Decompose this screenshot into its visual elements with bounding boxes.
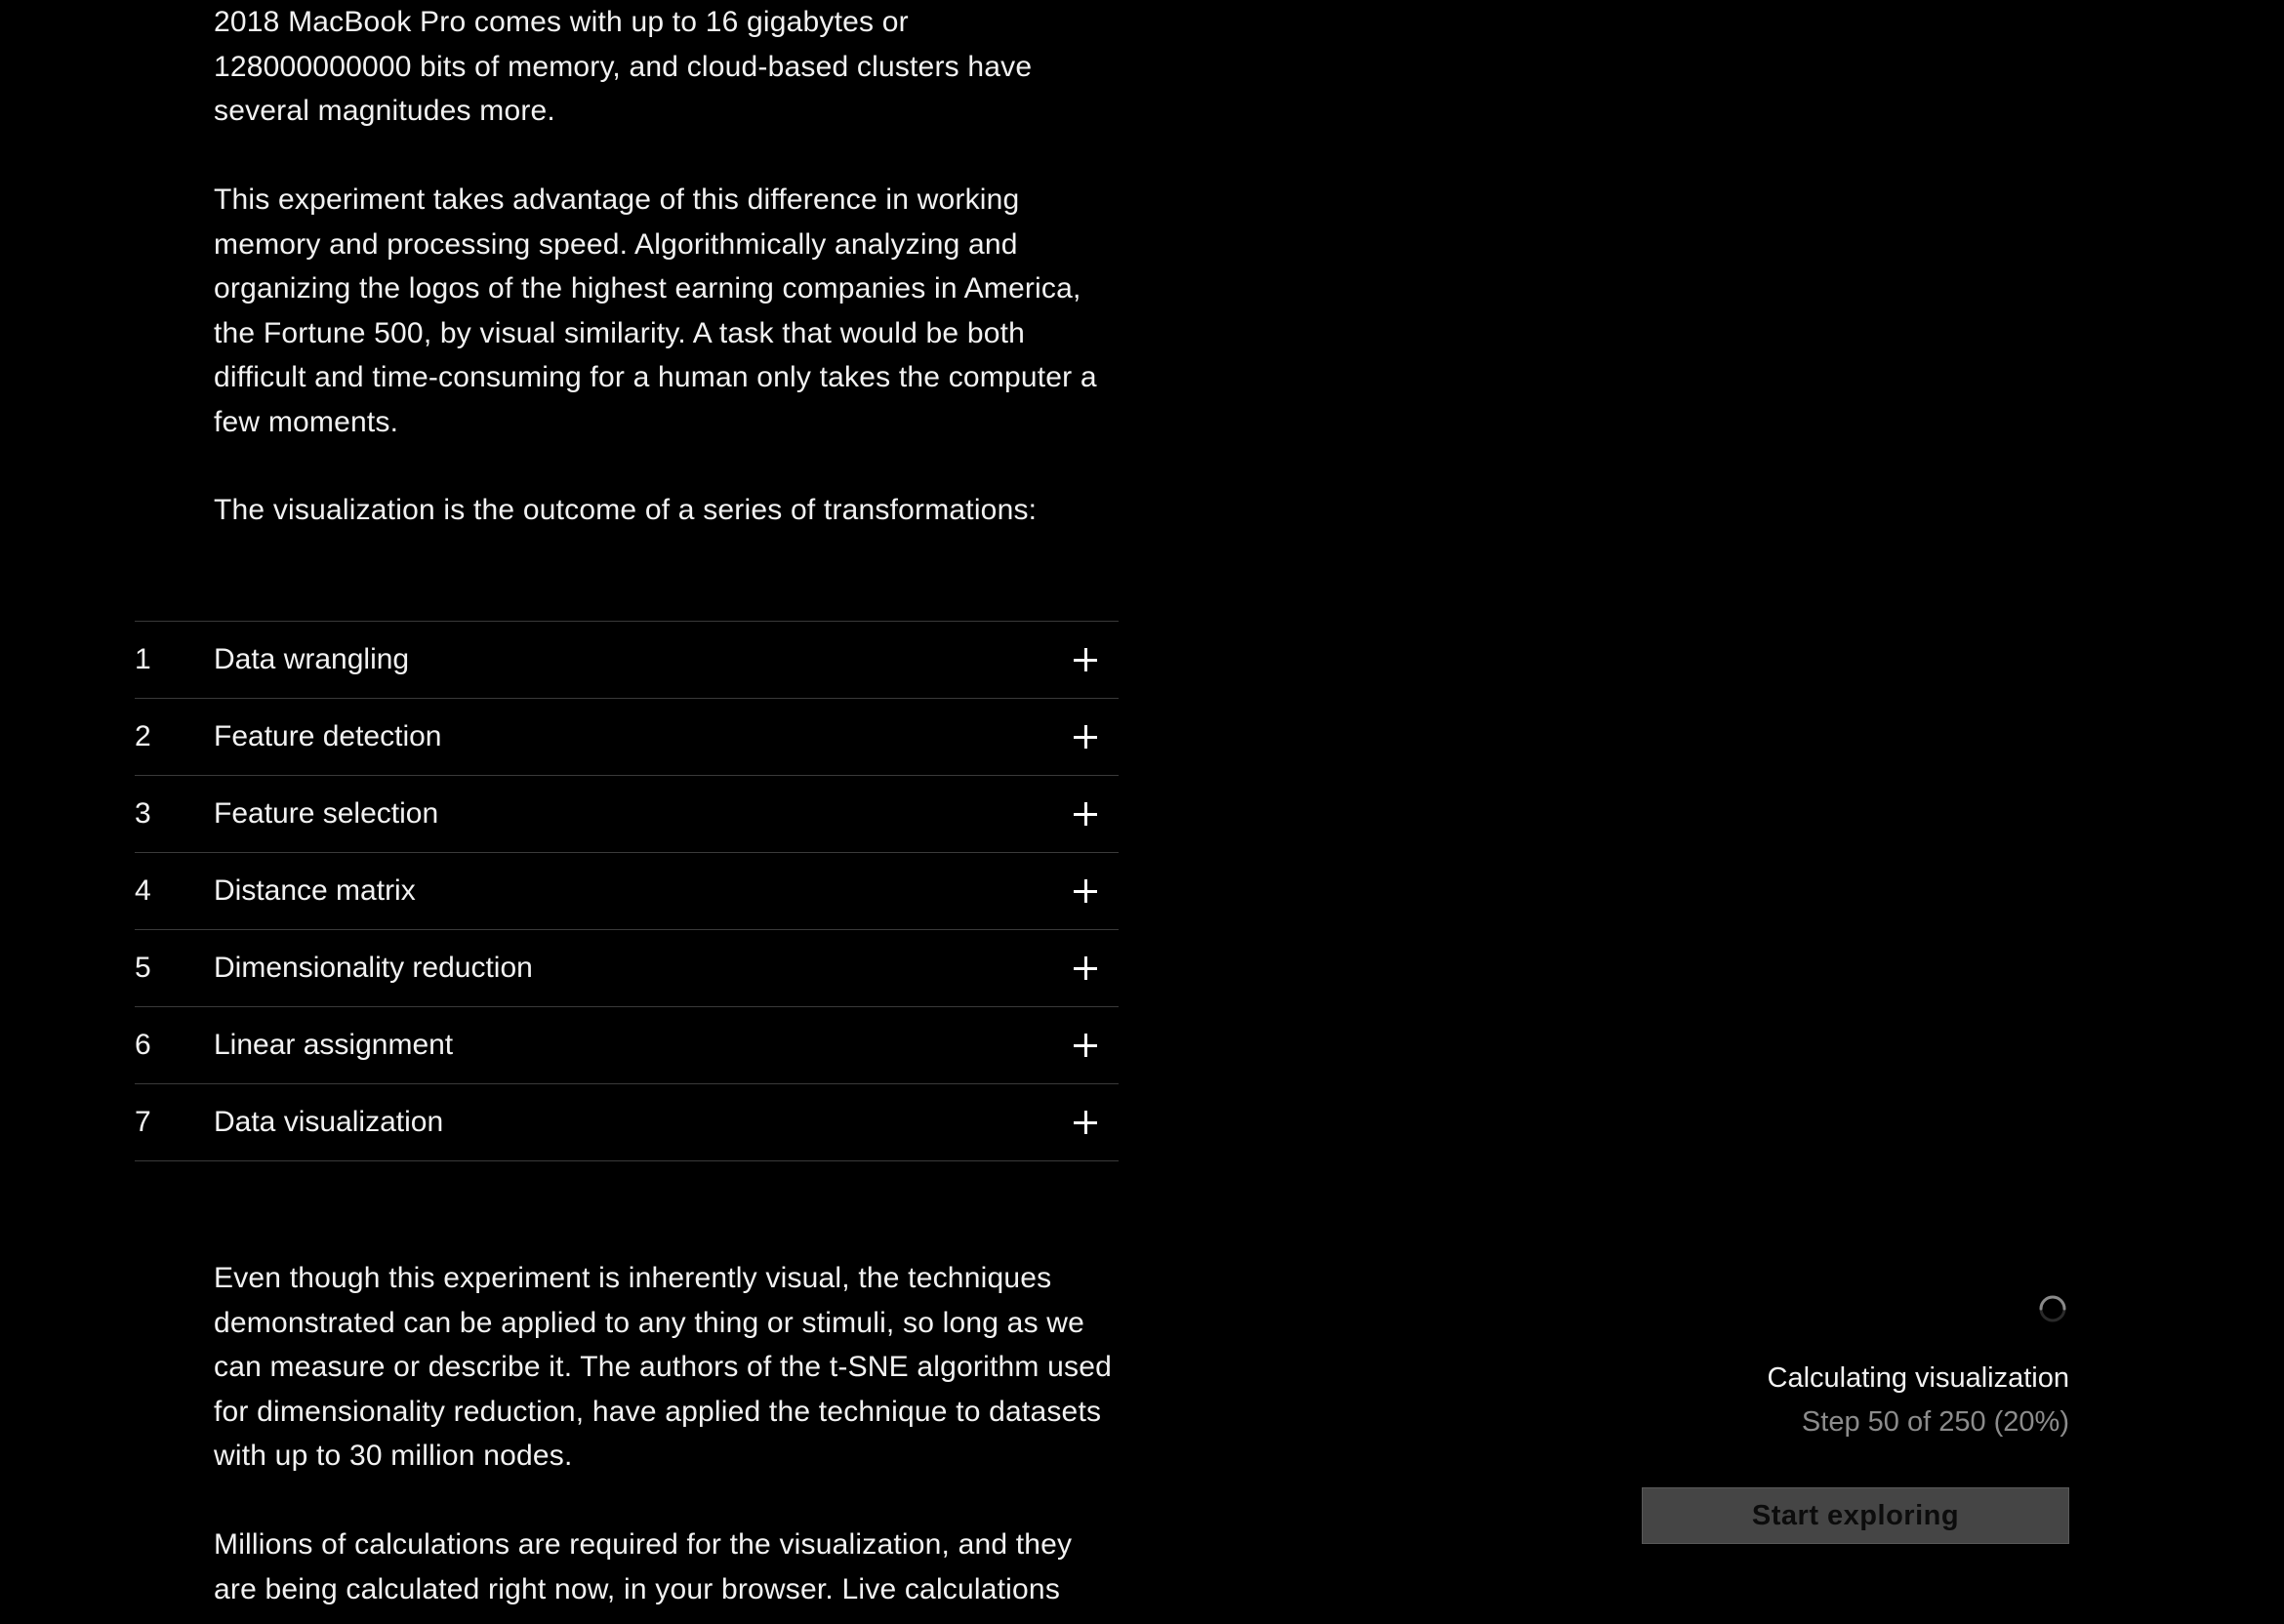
step-label: Feature selection — [214, 797, 439, 830]
paragraph-transformations-intro: The visualization is the outcome of a series of transformations: — [214, 494, 1038, 526]
step-linear-assignment[interactable] — [135, 1007, 1119, 1084]
step-label: Linear assignment — [214, 1029, 454, 1061]
plus-icon[interactable] — [1074, 1111, 1097, 1134]
step-feature-detection[interactable] — [135, 699, 1119, 776]
plus-icon[interactable] — [1074, 956, 1097, 980]
step-number: 4 — [135, 874, 151, 907]
transformation-steps-list — [135, 621, 1119, 1161]
step-label: Data wrangling — [214, 643, 410, 675]
step-distance-matrix[interactable] — [135, 853, 1119, 930]
paragraph-experiment: This experiment takes advantage of this difference in working memory and processing speed. Algorithmically analyzing and organizing the logos of the highest earning companies in America, the Fortune 500, by visual similarity. A task that would be both difficult and time-consuming for a human only takes the computer a few moments. — [214, 183, 1097, 438]
plus-icon[interactable] — [1074, 802, 1097, 826]
step-number: 5 — [135, 952, 151, 984]
step-data-wrangling[interactable] — [135, 622, 1119, 699]
spinner-icon — [2038, 1294, 2067, 1323]
start-exploring-button[interactable]: Start exploring — [1642, 1487, 2069, 1544]
step-feature-selection[interactable] — [135, 776, 1119, 853]
step-number: 2 — [135, 720, 151, 752]
step-label: Distance matrix — [214, 874, 416, 907]
step-number: 6 — [135, 1029, 151, 1061]
plus-icon[interactable] — [1074, 879, 1097, 903]
step-label: Dimensionality reduction — [214, 952, 533, 984]
plus-icon[interactable] — [1074, 1034, 1097, 1057]
step-number: 7 — [135, 1106, 151, 1138]
paragraph-memory: 2018 MacBook Pro comes with up to 16 gigabytes or 128000000000 bits of memory, and cloud-based clusters have several magnitudes more. — [214, 6, 1033, 127]
plus-icon[interactable] — [1074, 725, 1097, 749]
status-step-progress: Step 50 of 250 (20%) — [1801, 1406, 2069, 1438]
paragraph-applications: Even though this experiment is inherently visual, the techniques demonstrated can be applied to any thing or stimuli, so long as we can measure or describe it. The authors of the t-SNE algorithm used for dimensionality reduction, have applied the technique to datasets with up to 30 million nodes. — [214, 1262, 1112, 1472]
step-label: Data visualization — [214, 1106, 444, 1138]
step-number: 3 — [135, 797, 151, 830]
paragraph-calculations: Millions of calculations are required for the visualization, and they are being calculated right now, in your browser. Live calculations — [214, 1528, 1073, 1605]
status-title: Calculating visualization — [1767, 1362, 2069, 1394]
step-number: 1 — [135, 643, 151, 675]
plus-icon[interactable] — [1074, 648, 1097, 671]
step-data-visualization[interactable] — [135, 1084, 1119, 1161]
step-label: Feature detection — [214, 720, 442, 752]
step-dimensionality-reduction[interactable] — [135, 930, 1119, 1007]
